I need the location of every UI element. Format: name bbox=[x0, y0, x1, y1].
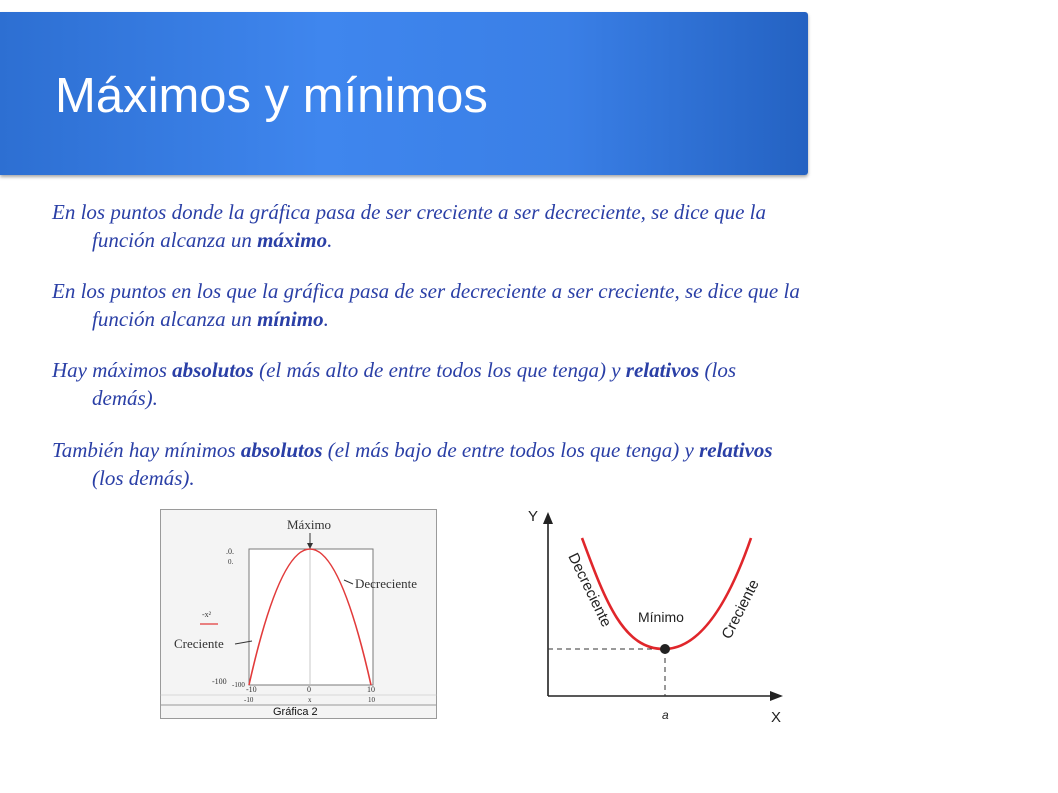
paragraph-maximos bbox=[52, 356, 1007, 412]
x-tick2-mid: x bbox=[308, 696, 312, 704]
paragraph-maximo-line2 bbox=[52, 226, 1007, 254]
term-relativos: relativos bbox=[625, 358, 700, 382]
label-decreciente: Decreciente bbox=[355, 576, 418, 591]
paragraph-maximo-end: . bbox=[327, 228, 333, 252]
x-axis-label: X bbox=[771, 709, 782, 726]
y-tick-bottom: -100 bbox=[212, 677, 227, 686]
label-decreciente-right: Decreciente bbox=[564, 550, 615, 630]
figure-caption: Gráfica 2 bbox=[273, 706, 318, 718]
paragraph-minimos-line1 bbox=[52, 438, 773, 462]
term-absolutos: absolutos bbox=[172, 358, 254, 382]
x-tick-left: -10 bbox=[246, 685, 257, 694]
y-tick-top-small: 0. bbox=[228, 558, 234, 566]
paragraph-maximos-mid: (el más alto de entre todos los que tenga) y bbox=[253, 358, 626, 382]
paragraph-maximos-text: Hay máximos bbox=[52, 358, 173, 382]
term-maximo: máximo bbox=[257, 228, 328, 252]
figure-maximum-graph bbox=[160, 509, 437, 719]
figure-minimum-graph bbox=[505, 500, 805, 730]
label-creciente-right: Creciente bbox=[718, 576, 763, 642]
x-axis-arrow bbox=[770, 691, 783, 701]
term-minimo: mínimo bbox=[257, 307, 324, 331]
paragraph-minimo-end: . bbox=[323, 307, 329, 331]
x-tick2-right: 10 bbox=[368, 696, 375, 704]
label-maximo: Máximo bbox=[287, 517, 332, 532]
paragraph-minimo-line1: En los puntos en los que la gráfica pasa de ser decreciente a ser creciente, se dice que la bbox=[52, 279, 800, 303]
paragraph-maximos-after: (los bbox=[699, 358, 737, 382]
label-a: a bbox=[662, 708, 669, 722]
paragraph-maximo-line1: En los puntos donde la gráfica pasa de ser creciente a ser decreciente, se dice que la bbox=[52, 200, 767, 224]
paragraph-minimos-line2: (los demás). bbox=[92, 466, 195, 490]
paragraph-minimo-text: función alcanza un bbox=[92, 307, 258, 331]
x-tick-right: 10 bbox=[367, 685, 375, 694]
paragraph-minimo-line2 bbox=[52, 305, 1007, 333]
x-tick-mid: 0 bbox=[307, 685, 311, 694]
y-tick-bottom-right: -100 bbox=[232, 681, 245, 689]
term-absolutos-2: absolutos bbox=[240, 438, 323, 462]
paragraph-maximo-text: función alcanza un bbox=[92, 228, 258, 252]
paragraph-minimos-mid: (el más bajo de entre todos los que tenga) y bbox=[322, 438, 700, 462]
y-axis-label: Y bbox=[528, 508, 539, 525]
paragraph-minimos bbox=[52, 436, 1007, 492]
paragraph-minimo bbox=[52, 277, 1007, 333]
y-tick-top: .0. bbox=[226, 547, 234, 556]
paragraph-minimos-text: También hay mínimos bbox=[52, 438, 241, 462]
x-tick2-left: -10 bbox=[244, 696, 254, 704]
minimum-point bbox=[660, 644, 670, 654]
y-axis-arrow bbox=[543, 512, 553, 524]
paragraph-maximo bbox=[52, 198, 1007, 254]
label-creciente: Creciente bbox=[174, 636, 224, 651]
paragraph-maximos-line2: demás). bbox=[92, 386, 158, 410]
label-minimo: Mínimo bbox=[638, 609, 684, 625]
slide-title: Máximos y mínimos bbox=[55, 69, 488, 123]
paragraph-maximos-line1 bbox=[52, 358, 736, 382]
legend-label: -x² bbox=[202, 610, 212, 619]
term-relativos-2: relativos bbox=[699, 438, 773, 462]
